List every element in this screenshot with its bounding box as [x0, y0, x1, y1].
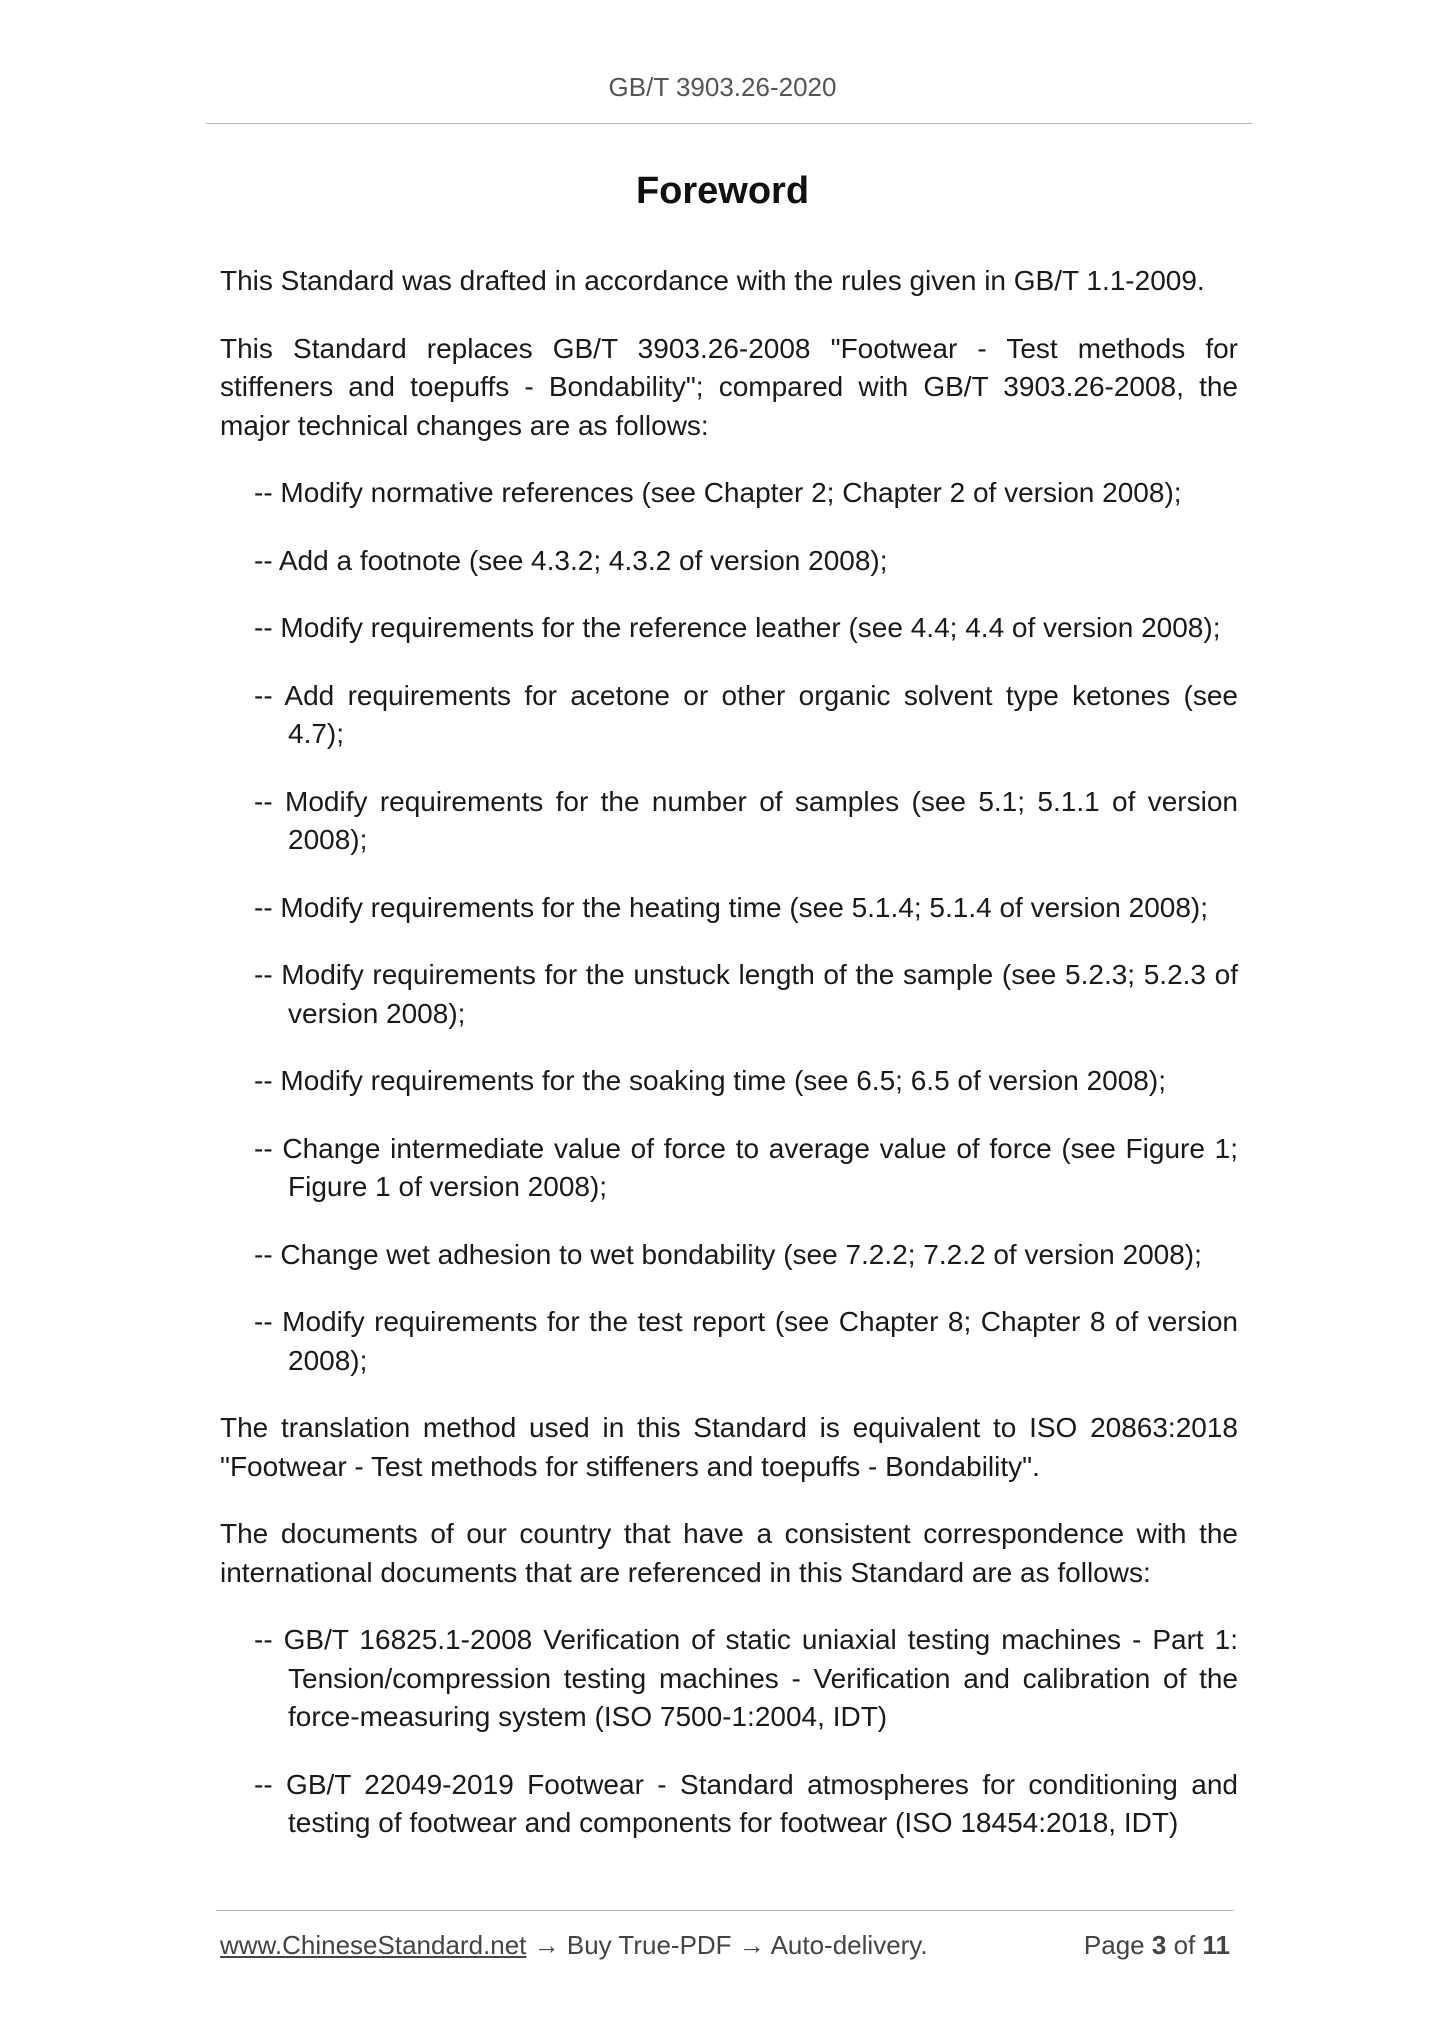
list-item: -- GB/T 22049-2019 Footwear - Standard atmospheres for conditioning and testing of footwear and components for footwear (ISO 18454:2018, IDT): [254, 1768, 1238, 1838]
list-item: -- Modify requirements for the heating time (see 5.1.4; 5.1.4 of version 2008);: [254, 891, 1209, 923]
changes-list: [220, 474, 1238, 1380]
page-indicator: [1084, 1930, 1230, 1961]
list-item: -- Modify requirements for the soaking time (see 6.5; 6.5 of version 2008);: [254, 1065, 1166, 1096]
website-link[interactable]: www.ChineseStandard.net: [220, 1930, 527, 1960]
paragraph-translation-method: The translation method used in this Standard is equivalent to ISO 20863:2018 "Footwear - Test methods for stiffeners and toepuffs - Bondability".: [220, 1412, 1238, 1482]
list-item: -- Add a footnote (see 4.3.2; 4.3.2 of version 2008);: [254, 544, 888, 576]
list-item: -- Modify requirements for the number of samples (see 5.1; 5.1.1 of version 2008);: [254, 785, 1238, 855]
page-header: GB/T 3903.26-2020: [608, 72, 837, 102]
page-footer: [220, 1930, 1230, 1961]
list-item: -- Modify requirements for the test report (see Chapter 8; Chapter 8 of version 2008);: [254, 1306, 1238, 1376]
list-item: -- GB/T 16825.1-2008 Verification of static uniaxial testing machines - Part 1: Tension/compression testing machines - Verification and calibration of the force-measuring system (ISO 7500-1:2004, IDT): [254, 1624, 1238, 1732]
list-item: -- Add requirements for acetone or other organic solvent type ketones (see 4.7);: [254, 679, 1238, 749]
references-list: [220, 1621, 1238, 1843]
paragraph-corresponding-documents: The documents of our country that have a consistent correspondence with the international documents that are referenced in this Standard are as follows:: [220, 1518, 1238, 1588]
paragraph-replaces: This Standard replaces GB/T 3903.26-2008 "Footwear - Test methods for stiffeners and toepuffs - Bondability"; compared with GB/T 3903.26-2008, the major technical changes are as follows:: [220, 332, 1238, 441]
list-item: -- Modify requirements for the unstuck length of the sample (see 5.2.3; 5.2.3 of version 2008);: [254, 959, 1238, 1029]
list-item: -- Change intermediate value of force to average value of force (see Figure 1; Figure 1 of version 2008);: [254, 1132, 1238, 1202]
foreword-body: [220, 262, 1238, 1872]
list-item: -- Modify requirements for the reference leather (see 4.4; 4.4 of version 2008);: [254, 612, 1221, 643]
paragraph-drafting-rules: This Standard was drafted in accordance with the rules given in GB/T 1.1-2009.: [220, 265, 1205, 296]
footer-divider: [216, 1910, 1234, 1911]
page-current: 3: [1151, 1930, 1167, 1960]
footer-promo: [220, 1930, 928, 1960]
page-total: 11: [1202, 1930, 1230, 1960]
page-label: Page: [1083, 1930, 1145, 1960]
section-title: Foreword: [635, 170, 810, 212]
list-item: -- Change wet adhesion to wet bondability (see 7.2.2; 7.2.2 of version 2008);: [254, 1238, 1202, 1270]
page-of-label: of: [1173, 1930, 1196, 1960]
header-divider: [206, 123, 1252, 124]
list-item: -- Modify normative references (see Chapter 2; Chapter 2 of version 2008);: [254, 477, 1182, 508]
footer-promo-text: → Buy True-PDF → Auto-delivery.: [526, 1930, 928, 1960]
